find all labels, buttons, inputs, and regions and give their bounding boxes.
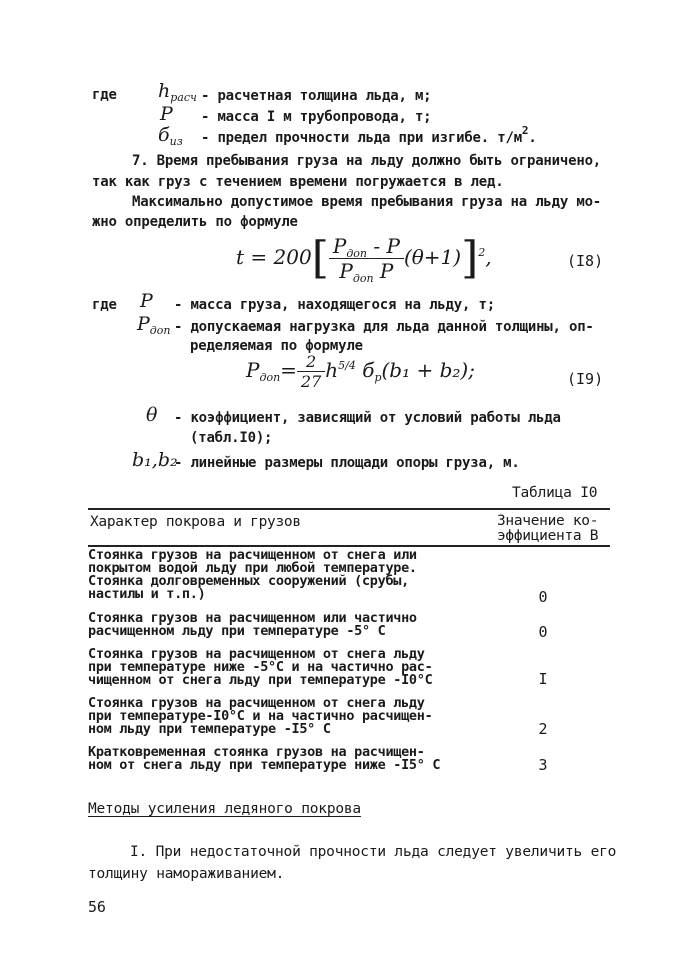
para7-line1: 7. Время пребывания груза на льду должно быть ограничено, (132, 153, 602, 169)
table-header-right-2: эффициента B (497, 528, 599, 544)
formula-19-label: (I9) (567, 370, 604, 388)
row5-line2: ном от снега льду при температуре ниже -I5° C (88, 757, 441, 773)
row5-line1: Кратковременная стоянка грузов на расчищен- (88, 744, 425, 760)
row1-line2: покрытом водой льду при любой температуре. (88, 560, 417, 576)
row1-line1: Стоянка грузов на расчищенном от снега или (88, 547, 417, 563)
b-symbols: b₁,b₂ (132, 449, 178, 471)
formula-19: $P_{доп}=$ $\frac{2}{27}$ $h^{5/4}$ $б_р(b_1 + b_2)$; (246, 352, 475, 391)
theta-symbol: θ (146, 404, 158, 426)
row3-line3: чищенном от снега льду при температуре -I0°C (88, 672, 433, 688)
formula-18: t = 200[ $\frac{P_{доп} - P}{P_{доп} P}$ (θ+1)]$^2$, (236, 232, 492, 285)
para7-line2: так как груз с течением времени погружается в лед. (92, 174, 504, 190)
row2-line1: Стоянка грузов на расчищенном или частично (88, 610, 417, 626)
section-para1-line2: толщину намораживанием. (88, 866, 285, 882)
def-b-text: - линейные размеры площади опоры груза, м. (174, 455, 520, 471)
p-dop-symbol: $P_{доп}$ (137, 313, 171, 337)
table-header-left: Характер покрова и грузов (90, 514, 301, 530)
where-label-2: где (92, 297, 117, 313)
table-top-rule (88, 508, 610, 510)
def-theta-text2: (табл.I0); (190, 430, 273, 446)
def-p-text: - масса I м трубопровода, т; (201, 109, 432, 125)
def-sigma-text: - предел прочности льда при изгибе. $т/м^2$. (201, 124, 537, 146)
formula-18-label: (I8) (567, 252, 604, 270)
def-h-text: - расчетная толщина льда, м; (201, 88, 432, 104)
def-p-mass-text: - масса груза, находящегося на льду, т; (174, 297, 495, 313)
row5-value: 3 (538, 756, 548, 774)
h-symbol: $h_{расч}$ (158, 80, 197, 104)
table-caption: Таблица I0 (512, 485, 598, 501)
row4-line3: ном льду при температуре -I5° C (88, 721, 331, 737)
row3-line2: при температуре ниже -5°C и на частично рас- (88, 659, 433, 675)
row1-line4: настилы и т.п.) (88, 586, 206, 602)
table-header-right-1: Значение ко- (497, 513, 599, 529)
sigma-symbol: $б_{из}$ (158, 124, 183, 148)
row4-line2: при температуре-I0°C и на частично расчищен- (88, 708, 433, 724)
row3-value: I (538, 670, 548, 688)
row2-line2: расчищенном льду при температуре -5° C (88, 623, 386, 639)
row4-value: 2 (538, 720, 548, 738)
def-p-dop-text1: - допускаемая нагрузка для льда данной толщины, оп- (174, 319, 594, 335)
row1-line3: Стоянка долговременных сооружений (срубы, (88, 573, 409, 589)
row1-value: 0 (538, 588, 548, 606)
row3-line1: Стоянка грузов на расчищенном от снега льду (88, 646, 425, 662)
row2-value: 0 (538, 623, 548, 641)
where-label-1: где (92, 87, 117, 103)
section-heading: Методы усиления ледяного покрова (88, 801, 361, 817)
p-symbol: P (160, 103, 173, 125)
para7-line4: жно определить по формуле (92, 214, 298, 230)
def-p-dop-text2: ределяемая по формуле (190, 338, 363, 354)
def-theta-text1: - коэффициент, зависящий от условий работы льда (174, 410, 561, 426)
p-mass-symbol: P (140, 290, 153, 312)
page-number: 56 (88, 898, 106, 916)
para7-line3: Максимально допустимое время пребывания груза на льду мо- (132, 194, 602, 210)
section-para1-line1: I. При недостаточной прочности льда следует увеличить его (130, 844, 617, 860)
row4-line1: Стоянка грузов на расчищенном от снега льду (88, 695, 425, 711)
